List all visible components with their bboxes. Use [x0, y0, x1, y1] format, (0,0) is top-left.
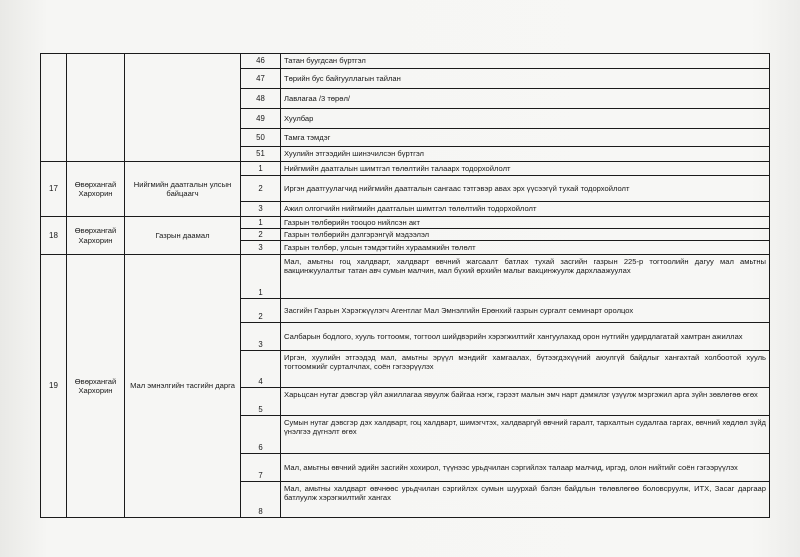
- item-number: 5: [241, 388, 281, 416]
- item-text: Засгийн Газрын Хэрэгжүүлэгч Агентлаг Мал Эмнэлгийн Ерөнхий газрын сургалт семинарт оролцох: [281, 299, 770, 323]
- item-text: Нийгмийн даатгалын шимтгэл төлөлтийн талаарх тодорхойлолт: [281, 162, 770, 176]
- item-number: 2: [241, 299, 281, 323]
- item-text: Тамга тэмдэг: [281, 129, 770, 147]
- item-text: Мал, амьтны халдварт өвчнөөс урьдчилан сэргийлэх сумын шуурхай бэлэн байдлын төлөвлөгөө боловсруулж, ИТХ, Засаг даргаар батлуулж хэрэгжилтийг хангах: [281, 482, 770, 518]
- item-number: 3: [241, 202, 281, 217]
- item-text: Газрын төлбөрийн тооцоо нийлсэн акт: [281, 217, 770, 229]
- item-text: Мал, амьтны гоц халдварт, халдварт өвчний жагсаалт батлах тухай засгийн газрын 225-р тогтоолийн дагуу мал амьтны вакцинжуулалтыг татан авч сумын малчин, мал бүхий өрхийн малыг вакцинжуулж дархлаажуулах: [281, 255, 770, 299]
- group-position: Мал эмнэлгийн тасгийн дарга: [125, 255, 241, 518]
- item-number: 6: [241, 416, 281, 454]
- group-place: Өвөрхангай Хархорин: [67, 255, 125, 518]
- item-number: 7: [241, 454, 281, 482]
- place-cell: [67, 54, 125, 162]
- item-number: 4: [241, 351, 281, 388]
- item-number: 1: [241, 217, 281, 229]
- item-text: Мал, амьтны өвчний эдийн засгийн хохирол, түүнээс урьдчилан сэргийлэх талаар малчид, иргэд, олон нийтийг соён гэгээрүүлэх: [281, 454, 770, 482]
- item-text: Салбарын бодлого, хууль тогтоомж, тогтоол шийдвэрийн хэрэгжилтийг хангуулахад орон нутгийн удирдлагатай хамтран ажиллах: [281, 323, 770, 351]
- item-text: Сумын нутаг дэвсгэр дэх халдварт, гоц халдварт, шимэгчтэх, халдваргүй өвчний гаралт, тархалтын судалгаа гаргах, өвчний хөдлөл зүйд үнэлгээ дүгнэлт өгөх: [281, 416, 770, 454]
- item-number: 2: [241, 229, 281, 241]
- table-row: [41, 54, 770, 69]
- item-text: Иргэн даатгуулагчид нийгмийн даатгалын сангаас тэтгэвэр авах эрх үүсээгүй тухай тодорхойлолт: [281, 176, 770, 202]
- group-position: Нийгмийн даатгалын улсын байцаагч: [125, 162, 241, 217]
- item-number: 3: [241, 323, 281, 351]
- group-position: Газрын даамал: [125, 217, 241, 255]
- item-number: 3: [241, 241, 281, 255]
- group-place: Өвөрхангай Хархорин: [67, 162, 125, 217]
- table-row: [41, 162, 770, 176]
- item-text: Төрийн бус байгууллагын тайлан: [281, 69, 770, 89]
- item-number: 2: [241, 176, 281, 202]
- item-number: 1: [241, 162, 281, 176]
- item-text: Ажил олгогчийн нийгмийн даатгалын шимтгэл төлөлтийн тодорхойлолт: [281, 202, 770, 217]
- item-text: Хуулийн этгээдийн шинэчилсэн бүртгэл: [281, 147, 770, 162]
- group-number: 18: [41, 217, 67, 255]
- item-text: Иргэн, хуулийн этгээдэд мал, амьтны эрүүл мэндийг хамгаалах, бүтээгдэхүүний аюулгүй байдлыг хангахтай холбоотой хууль тогтоомжийг сурталчлах, соён гэгээрүүлэх: [281, 351, 770, 388]
- item-text: Газрын төлбөрийн дэлгэрэнгүй мэдээлэл: [281, 229, 770, 241]
- item-number: 48: [241, 89, 281, 109]
- item-number: 8: [241, 482, 281, 518]
- item-text: Харьцсан нутаг дэвсгэр үйл ажиллагаа явуулж байгаа нэгж, гэрээт малын эмч нарт дэмжлэг үзүүлж мэргэжил арга зүйн зөвлөгөө өгөх: [281, 388, 770, 416]
- item-number: 47: [241, 69, 281, 89]
- item-number: 49: [241, 109, 281, 129]
- item-number: 51: [241, 147, 281, 162]
- item-text: Хуулбар: [281, 109, 770, 129]
- item-text: Газрын төлбөр, улсын тэмдэгтийн хураамжийн төлөлт: [281, 241, 770, 255]
- table-row: [41, 255, 770, 299]
- table-row: [41, 217, 770, 229]
- no-cell: [41, 54, 67, 162]
- group-number: 17: [41, 162, 67, 217]
- services-table: [40, 53, 770, 518]
- group-place: Өвөрхангай Хархорин: [67, 217, 125, 255]
- item-number: 1: [241, 255, 281, 299]
- item-text: Татан буугдсан бүртгэл: [281, 54, 770, 69]
- item-text: Лавлагаа /3 төрөл/: [281, 89, 770, 109]
- item-number: 50: [241, 129, 281, 147]
- item-number: 46: [241, 54, 281, 69]
- group-number: 19: [41, 255, 67, 518]
- position-cell: [125, 54, 241, 162]
